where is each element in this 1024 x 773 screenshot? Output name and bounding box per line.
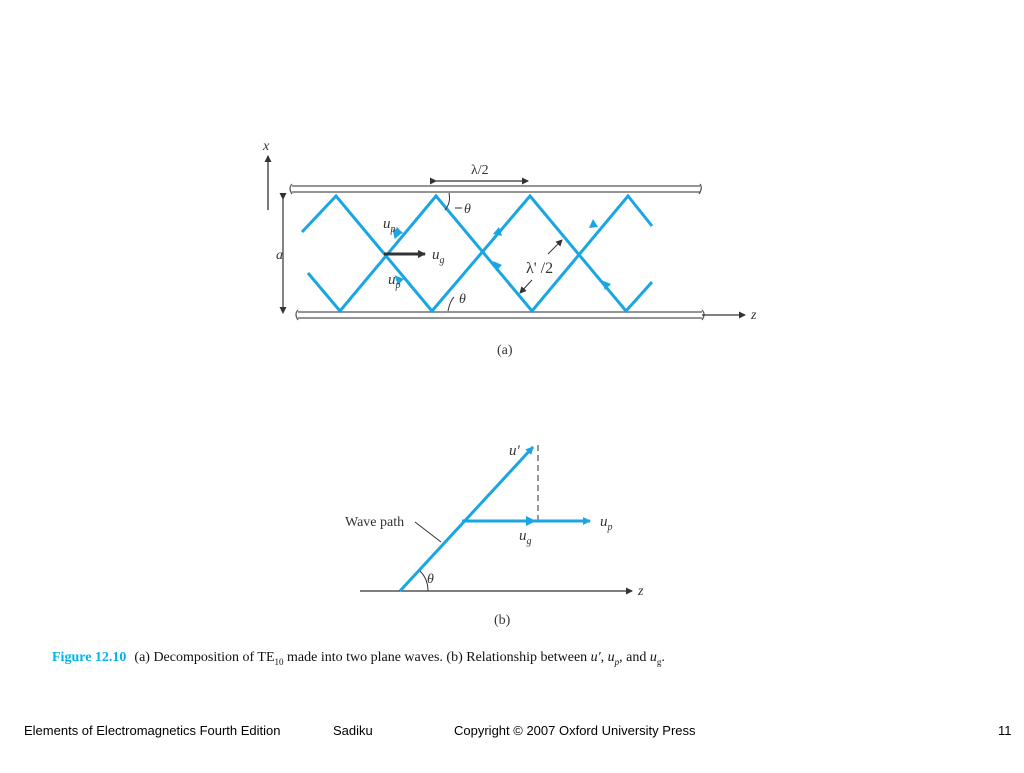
theta-label-b: θ [427, 572, 434, 587]
panel-label-b: (b) [494, 613, 511, 628]
wave-path-label: Wave path [345, 515, 405, 530]
half-wavelength-label: λ/2 [471, 163, 489, 178]
diagram-b [345, 443, 644, 628]
caption-text-2: made into two plane waves. (b) Relationship between [283, 650, 591, 665]
footer-copyright: Copyright © 2007 Oxford University Press [454, 723, 696, 738]
u-prime-label: u' [509, 443, 520, 459]
caption-u-prime: u' [590, 650, 601, 665]
footer-book-title: Elements of Electromagnetics Fourth Edition [24, 723, 281, 738]
wave-path-leader [415, 522, 441, 542]
height-label: a [276, 248, 283, 263]
caption-sep-1: , [600, 650, 608, 665]
panel-label-a: (a) [497, 343, 513, 358]
theta-bottom-arc [448, 297, 454, 311]
caption-ug: u [649, 650, 657, 665]
caption-up-sub: p [614, 656, 620, 667]
theta-bottom-label: θ [459, 292, 466, 307]
footer-page-number: 11 [998, 723, 1012, 738]
footer-author: Sadiku [333, 723, 373, 738]
up-bottom-label: $u_p$ [388, 272, 401, 291]
caption-te-sub: 10 [274, 656, 284, 667]
diagram-a [262, 139, 757, 358]
ug-label-a: $u_g$ [432, 247, 445, 266]
ug-arrowhead [526, 516, 536, 526]
figure-number: Figure 12.10 [52, 650, 127, 665]
top-plate [290, 184, 701, 194]
z-axis-label-a: z [751, 308, 757, 323]
caption-end: . [661, 650, 665, 665]
lambda-prime-label: λ' /2 [526, 260, 554, 277]
lambda-prime-arrow-lower [520, 280, 532, 293]
caption-sep-2: , and [619, 650, 650, 665]
x-axis-label: x [263, 139, 270, 154]
up-top-label: $u_p$ [383, 216, 396, 235]
figure-caption [52, 650, 665, 667]
up-label-b: $u_p$ [600, 514, 613, 533]
caption-text-1: (a) Decomposition of TE [134, 650, 275, 665]
ug-label-b: $u_g$ [519, 528, 532, 547]
bottom-plate [296, 310, 704, 320]
u-prime-arrow [400, 447, 533, 591]
caption-ug-sub: g [656, 656, 662, 667]
lambda-prime-arrow-upper [548, 240, 562, 254]
z-axis-label-b: z [638, 584, 644, 599]
caption-up: u [607, 650, 615, 665]
theta-top-label: θ [464, 202, 471, 217]
